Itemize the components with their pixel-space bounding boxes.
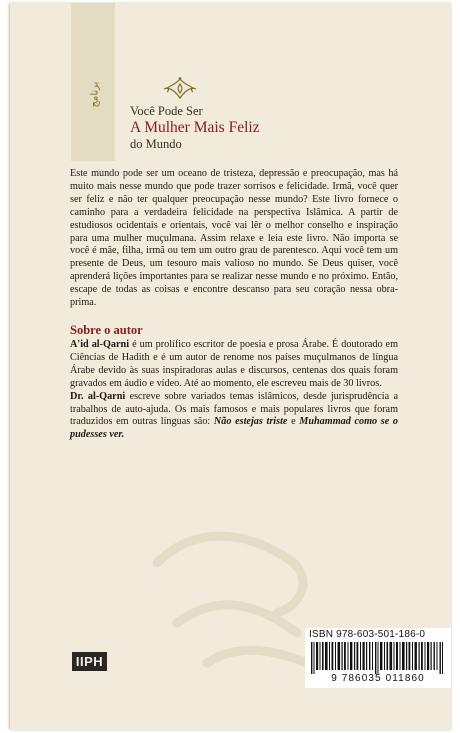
book-description	[70, 168, 398, 310]
title-line-1: Você Pode Ser	[130, 104, 203, 118]
barcode-icon	[309, 642, 447, 674]
publisher-logo: IIPH	[72, 652, 107, 671]
book-title-2: Muhammad como se o pudesses ver.	[70, 416, 398, 441]
floral-ornament-icon	[162, 76, 198, 102]
isbn-barcode	[305, 628, 451, 688]
arabic-calligraphy-label	[87, 59, 103, 129]
title-line-2: A Mulher Mais Feliz	[130, 119, 260, 136]
author-bio-text: é um prolífico escritor de poesia e prosa Árabe. É doutorado em Ciências de Hadith e é um autor de renome nos países muçulmanos de língua Árabe devido às suas inspiradoras aulas e discursos, centenas dos quais foram gravados em áudio e vídeo. Até ao momento, ele escreveu mais de 30 livros.	[70, 339, 398, 389]
arabic-calligraphy-text: برنامج	[89, 81, 101, 107]
barcode-number: 9 786035 011860	[331, 673, 425, 684]
description-paragraph: Este mundo pode ser um oceano de tristeza, depressão e preocupação, mas há muito mais nesse mundo que pode trazer sorrisos e felicidade. Irmã, você quer ser feliz e não ter qualquer preocupação nesse mundo? Este livro fornece o caminho para a verdadeira felicidade na perspectiva Islâmica. A partir de estudiosos ocidentais e orientais, você vai lêr o melhor conselho e inspiração para uma mulher muçulmana. Assim relaxe e leia este livro. Não importa se você é mãe, filha, irmã ou tem um outro grau de parentesco. Aqui você tem um presente de Deus, um tesouro mais valioso no mundo. Se Deus quiser, você aprenderá lições importantes para se realizar nesse mundo e no próximo. Então, escape de todas as coisas e encontre descanso para seu coração nessa obra-prima.	[70, 168, 398, 309]
book-title-connector: e	[287, 416, 300, 428]
about-author-heading: Sobre o autor	[70, 323, 143, 337]
author-paragraph	[70, 339, 398, 442]
title-line-3: do Mundo	[130, 137, 182, 151]
book-title-1: Não estejas triste	[213, 416, 288, 428]
cover-edge	[9, 3, 10, 730]
book-title	[130, 104, 260, 152]
book-back-cover	[9, 3, 451, 730]
about-author-text	[70, 339, 398, 442]
isbn-label: ISBN 978-603-501-186-0	[309, 629, 426, 640]
author-works-text: escreve sobre variados temas islâmicos, desde jurisprudência a trabalhos de auto-ajuda. Os mais famosos e mais populares livros que foram traduzidos em outras línguas são:	[70, 390, 398, 428]
author-name: A'id al-Qarni	[70, 339, 130, 350]
author-name-short: Dr. al-Qarni	[70, 390, 126, 402]
